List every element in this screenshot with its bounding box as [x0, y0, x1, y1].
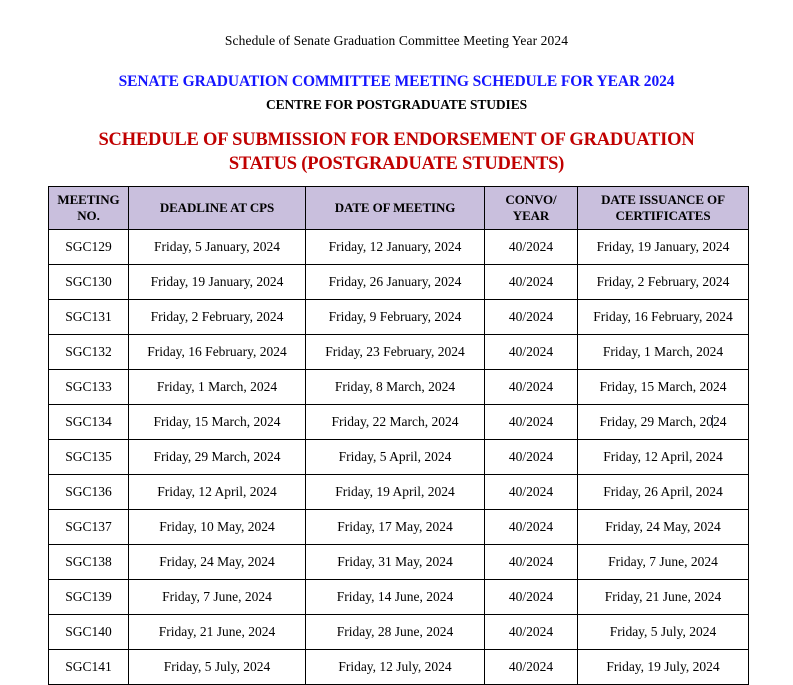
cell-date_of_meeting[interactable]: Friday, 31 May, 2024 — [306, 545, 485, 580]
schedule-table-container — [48, 186, 748, 685]
cell-date_issuance_of_certificates[interactable]: Friday, 1 March, 2024 — [578, 335, 749, 370]
cell-convo_year[interactable]: 40/2024 — [485, 650, 578, 685]
cell-convo_year[interactable]: 40/2024 — [485, 615, 578, 650]
cell-date_issuance_of_certificates[interactable]: Friday, 19 January, 2024 — [578, 230, 749, 265]
cell-date_of_meeting[interactable]: Friday, 12 January, 2024 — [306, 230, 485, 265]
column-header-date-of-meeting-label: DATE OF MEETING — [334, 200, 456, 216]
table-row[interactable] — [49, 440, 749, 475]
cell-date_issuance_of_certificates[interactable]: Friday, 2 February, 2024 — [578, 265, 749, 300]
table-row[interactable] — [49, 475, 749, 510]
cell-text-before-caret: Friday, 29 March, 20 — [599, 414, 713, 429]
cell-deadline_at_cps[interactable]: Friday, 5 January, 2024 — [129, 230, 306, 265]
cell-convo_year[interactable]: 40/2024 — [485, 475, 578, 510]
table-row[interactable] — [49, 230, 749, 265]
schedule-heading-line2: STATUS (POSTGRADUATE STUDENTS) — [228, 153, 565, 174]
cell-convo_year[interactable]: 40/2024 — [485, 510, 578, 545]
column-header-date-issuance-line2: CERTIFICATES — [615, 208, 711, 223]
table-row[interactable] — [49, 370, 749, 405]
cell-meeting_no[interactable]: SGC140 — [49, 615, 129, 650]
cell-date_issuance_of_certificates[interactable]: Friday, 5 July, 2024 — [578, 615, 749, 650]
column-header-meeting-no — [49, 187, 129, 230]
column-header-date-issuance — [578, 187, 749, 230]
table-header-row — [49, 187, 749, 230]
cell-text-with-caret — [600, 414, 727, 430]
cell-convo_year[interactable]: 40/2024 — [485, 300, 578, 335]
cell-meeting_no[interactable]: SGC132 — [49, 335, 129, 370]
cell-convo_year[interactable]: 40/2024 — [485, 335, 578, 370]
cell-convo_year[interactable]: 40/2024 — [485, 370, 578, 405]
table-row[interactable] — [49, 335, 749, 370]
cell-convo_year[interactable]: 40/2024 — [485, 440, 578, 475]
schedule-table — [48, 186, 749, 685]
cell-date_issuance_of_certificates[interactable]: Friday, 15 March, 2024 — [578, 370, 749, 405]
cell-date_of_meeting[interactable]: Friday, 12 July, 2024 — [306, 650, 485, 685]
cell-meeting_no[interactable]: SGC131 — [49, 300, 129, 335]
cell-meeting_no[interactable]: SGC134 — [49, 405, 129, 440]
column-header-deadline-at-cps — [129, 187, 306, 230]
cell-deadline_at_cps[interactable]: Friday, 10 May, 2024 — [129, 510, 306, 545]
cell-text-after-caret: 24 — [712, 414, 727, 429]
cell-date_issuance_of_certificates[interactable] — [578, 405, 749, 440]
cell-deadline_at_cps[interactable]: Friday, 16 February, 2024 — [129, 335, 306, 370]
cell-date_issuance_of_certificates[interactable]: Friday, 26 April, 2024 — [578, 475, 749, 510]
cell-date_of_meeting[interactable]: Friday, 9 February, 2024 — [306, 300, 485, 335]
cell-date_issuance_of_certificates[interactable]: Friday, 7 June, 2024 — [578, 545, 749, 580]
cell-date_of_meeting[interactable]: Friday, 26 January, 2024 — [306, 265, 485, 300]
cell-meeting_no[interactable]: SGC133 — [49, 370, 129, 405]
column-header-convo-year — [485, 187, 578, 230]
title-block — [0, 72, 793, 176]
table-row[interactable] — [49, 615, 749, 650]
table-row[interactable] — [49, 650, 749, 685]
cell-date_of_meeting[interactable]: Friday, 17 May, 2024 — [306, 510, 485, 545]
cell-convo_year[interactable]: 40/2024 — [485, 230, 578, 265]
cell-date_issuance_of_certificates[interactable]: Friday, 12 April, 2024 — [578, 440, 749, 475]
cell-deadline_at_cps[interactable]: Friday, 7 June, 2024 — [129, 580, 306, 615]
main-title: SENATE GRADUATION COMMITTEE MEETING SCHEDULE FOR YEAR 2024 — [118, 73, 675, 91]
table-row[interactable] — [49, 265, 749, 300]
cell-date_of_meeting[interactable]: Friday, 22 March, 2024 — [306, 405, 485, 440]
cell-meeting_no[interactable]: SGC138 — [49, 545, 129, 580]
table-body — [49, 230, 749, 685]
cell-convo_year[interactable]: 40/2024 — [485, 265, 578, 300]
cell-convo_year[interactable]: 40/2024 — [485, 545, 578, 580]
document-header-line: Schedule of Senate Graduation Committee Meeting Year 2024 — [224, 33, 569, 48]
cell-date_issuance_of_certificates[interactable]: Friday, 16 February, 2024 — [578, 300, 749, 335]
column-header-meeting-no-line1: MEETING — [57, 192, 120, 208]
column-header-convo-year-line1: CONVO/ — [505, 192, 557, 208]
column-header-date-of-meeting — [306, 187, 485, 230]
table-row[interactable] — [49, 510, 749, 545]
cell-meeting_no[interactable]: SGC135 — [49, 440, 129, 475]
column-header-meeting-no-line2: NO. — [77, 208, 100, 223]
cell-deadline_at_cps[interactable]: Friday, 24 May, 2024 — [129, 545, 306, 580]
cell-date_of_meeting[interactable]: Friday, 8 March, 2024 — [306, 370, 485, 405]
column-header-deadline-at-cps-label: DEADLINE AT CPS — [159, 200, 275, 216]
table-row[interactable] — [49, 545, 749, 580]
cell-convo_year[interactable]: 40/2024 — [485, 405, 578, 440]
cell-deadline_at_cps[interactable]: Friday, 19 January, 2024 — [129, 265, 306, 300]
cell-deadline_at_cps[interactable]: Friday, 29 March, 2024 — [129, 440, 306, 475]
table-row[interactable] — [49, 405, 749, 440]
cell-date_issuance_of_certificates[interactable]: Friday, 21 June, 2024 — [578, 580, 749, 615]
cell-meeting_no[interactable]: SGC129 — [49, 230, 129, 265]
cell-deadline_at_cps[interactable]: Friday, 2 February, 2024 — [129, 300, 306, 335]
cell-date_issuance_of_certificates[interactable]: Friday, 19 July, 2024 — [578, 650, 749, 685]
schedule-heading-line1: SCHEDULE OF SUBMISSION FOR ENDORSEMENT OF GRADUATION — [98, 130, 695, 151]
cell-deadline_at_cps[interactable]: Friday, 15 March, 2024 — [129, 405, 306, 440]
cell-deadline_at_cps[interactable]: Friday, 5 July, 2024 — [129, 650, 306, 685]
cell-date_of_meeting[interactable]: Friday, 5 April, 2024 — [306, 440, 485, 475]
cell-date_of_meeting[interactable]: Friday, 19 April, 2024 — [306, 475, 485, 510]
cell-meeting_no[interactable]: SGC136 — [49, 475, 129, 510]
table-row[interactable] — [49, 580, 749, 615]
cell-meeting_no[interactable]: SGC130 — [49, 265, 129, 300]
cell-date_of_meeting[interactable]: Friday, 23 February, 2024 — [306, 335, 485, 370]
cell-deadline_at_cps[interactable]: Friday, 1 March, 2024 — [129, 370, 306, 405]
table-header — [49, 187, 749, 230]
column-header-date-issuance-line1: DATE ISSUANCE OF — [601, 192, 725, 208]
table-row[interactable] — [49, 300, 749, 335]
cell-date_issuance_of_certificates[interactable]: Friday, 24 May, 2024 — [578, 510, 749, 545]
schedule-heading — [0, 129, 793, 176]
cell-meeting_no[interactable]: SGC139 — [49, 580, 129, 615]
cell-date_of_meeting[interactable]: Friday, 28 June, 2024 — [306, 615, 485, 650]
cell-convo_year[interactable]: 40/2024 — [485, 580, 578, 615]
cell-deadline_at_cps[interactable]: Friday, 12 April, 2024 — [129, 475, 306, 510]
cell-meeting_no[interactable]: SGC137 — [49, 510, 129, 545]
cell-date_of_meeting[interactable]: Friday, 14 June, 2024 — [306, 580, 485, 615]
cell-deadline_at_cps[interactable]: Friday, 21 June, 2024 — [129, 615, 306, 650]
column-header-convo-year-line2: YEAR — [512, 208, 550, 223]
cell-meeting_no[interactable]: SGC141 — [49, 650, 129, 685]
subtitle-centre: CENTRE FOR POSTGRADUATE STUDIES — [265, 96, 528, 112]
